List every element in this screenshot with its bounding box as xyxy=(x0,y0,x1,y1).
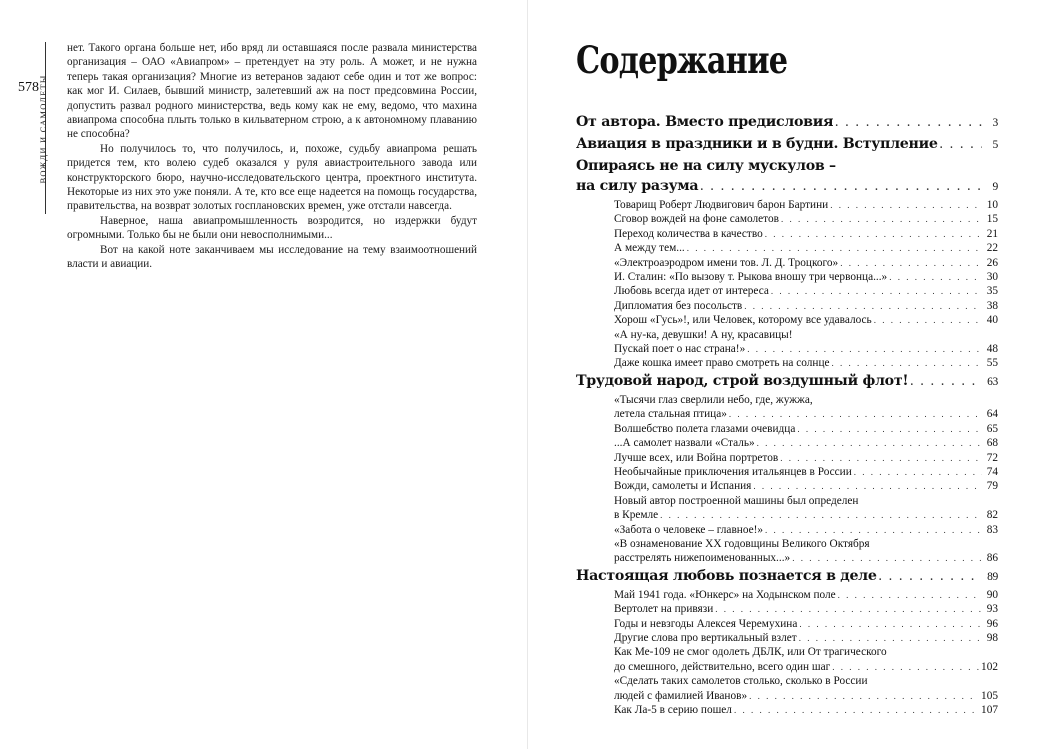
toc-entry xyxy=(576,198,998,212)
toc-entry-title-line: «Сделать таких самолетов столько, сколько в России xyxy=(614,675,868,688)
toc-entry-title-line: Как Ме-109 не смог одолеть ДБЛК, или От трагического xyxy=(614,646,887,659)
toc-page-number: 102 xyxy=(981,660,998,673)
paragraph: Наверное, наша авиапромышленность возродится, но издержки будут огромными. Только бы не были они невосполнимыми... xyxy=(67,214,477,242)
toc-entry xyxy=(576,241,998,255)
toc-entry xyxy=(576,256,998,270)
toc-label: Вожди, самолеты и Испания xyxy=(614,480,752,493)
dot-leader xyxy=(734,703,979,717)
toc-section-title-line: Опираясь не на силу мускулов – xyxy=(576,158,836,174)
paragraph: Вот на какой ноте заканчиваем мы исследование на тему взаимоотношений власти и авиации. xyxy=(67,243,477,271)
toc-entry-title-line: Новый автор построенной машины был определен xyxy=(614,494,859,507)
body-text xyxy=(67,41,477,272)
toc-entry xyxy=(576,356,998,370)
toc-entry xyxy=(576,588,998,602)
toc-entry xyxy=(576,451,998,465)
toc-label: людей с фамилией Иванов» xyxy=(614,689,748,702)
toc-label: Необычайные приключения итальянцев в России xyxy=(614,465,852,478)
toc-section xyxy=(576,134,998,156)
toc-label: Годы и невзгоды Алексея Черемухина xyxy=(614,617,798,630)
toc-page-number: 68 xyxy=(986,437,998,450)
dot-leader xyxy=(910,373,982,393)
dot-leader xyxy=(715,602,982,616)
dot-leader xyxy=(799,631,982,645)
toc-label: Дипломатия без посольств xyxy=(614,299,743,312)
dot-leader xyxy=(771,284,982,298)
toc-label: Другие слова про вертикальный взлет xyxy=(614,631,797,644)
toc-page-number: 89 xyxy=(987,570,998,583)
page-number: 578 xyxy=(18,80,39,95)
toc-page-number: 40 xyxy=(986,314,998,327)
toc-label: Волшебство полета глазами очевидца xyxy=(614,422,796,435)
toc-label: Даже кошка имеет право смотреть на солнце xyxy=(614,357,830,370)
toc-entry-title-line: «В ознаменование XX годовщины Великого Октября xyxy=(614,537,870,550)
toc-label: И. Сталин: «По вызову т. Рыкова вношу три червонца...» xyxy=(614,271,888,284)
toc-page-number: 105 xyxy=(981,689,998,702)
toc-page-number: 10 xyxy=(986,199,998,211)
dot-leader xyxy=(840,256,982,270)
toc-entry xyxy=(576,660,998,674)
toc-entry xyxy=(576,342,998,356)
dot-leader xyxy=(835,114,982,134)
toc-label: Переход количества в качество xyxy=(614,227,763,240)
toc-entry xyxy=(576,270,998,284)
dot-leader xyxy=(749,689,979,703)
toc-page-number: 96 xyxy=(986,617,998,630)
toc-page-number: 72 xyxy=(986,451,998,464)
toc-label: Вертолет на привязи xyxy=(614,603,714,616)
dot-leader xyxy=(830,198,982,212)
toc-label: на силу разума xyxy=(576,178,699,194)
toc-entry xyxy=(576,479,998,493)
dot-leader xyxy=(765,523,982,537)
toc-page-number: 21 xyxy=(986,227,998,240)
toc-page-number: 93 xyxy=(986,603,998,616)
dot-leader xyxy=(838,588,982,602)
toc-entry xyxy=(576,551,998,565)
toc-label: Настоящая любовь познается в деле xyxy=(576,567,877,584)
dot-leader xyxy=(854,465,982,479)
toc-label: ...А самолет назвали «Сталь» xyxy=(614,437,755,450)
toc-entry xyxy=(576,617,998,631)
toc-label: Трудовой народ, строй воздушный флот! xyxy=(576,372,909,389)
toc-entry xyxy=(576,422,998,436)
toc-page-number: 82 xyxy=(986,509,998,522)
toc-entry xyxy=(576,689,998,703)
toc-entry xyxy=(576,212,998,226)
paragraph: нет. Такого органа больше нет, ибо вряд ли оставшаяся после развала министерства организация – ОАО «Авиапром» – претендует на эту роль. А может, и не нужна теперь такая организация? Многие из ветеранов задают себе один и тот же вопрос: как мог И. Силаев, бывший министр, залетевший аж на пост предсовмина России, допустить развал родного министерства, ведь кому как не ему, ведомо, что махина авиапрома способна плыть только в кильватерном строю, а к автономному плаванию не способна? xyxy=(67,42,477,141)
dot-leader xyxy=(889,270,982,284)
paragraph: Но получилось то, что получилось, и, похоже, судьбу авиапрома решать придется тем, кто волею судеб оказался у руля авиастроительного завода или конструкторского бюро, научно-исследовательского центра, проектного института. Некоторые из них это уже поняли. А те, кто все еще надеется на помощь государства, правительства, на возврат золотых госплановских времен, уже отстали навсегда. xyxy=(67,142,477,213)
toc-section xyxy=(576,112,998,134)
toc-page-number: 35 xyxy=(986,285,998,298)
dot-leader xyxy=(753,479,982,493)
toc-page-number: 74 xyxy=(986,465,998,478)
running-head: ВОЖДИ И САМОЛЕТЫ xyxy=(38,74,48,184)
toc-page-number: 107 xyxy=(981,704,998,716)
toc-entry xyxy=(576,407,998,421)
left-page xyxy=(0,0,528,749)
toc-label: Любовь всегда идет от интереса xyxy=(614,285,769,298)
toc-page-number: 55 xyxy=(986,357,998,370)
toc-page-number: 5 xyxy=(992,139,998,151)
toc-title: Содержание xyxy=(576,38,788,82)
dot-leader xyxy=(747,342,982,356)
right-page xyxy=(528,0,1059,749)
dot-leader xyxy=(744,299,982,313)
toc-page-number: 98 xyxy=(986,631,998,644)
dot-leader xyxy=(832,356,982,370)
toc-label: Лучше всех, или Война портретов xyxy=(614,451,779,464)
toc-label: Пускай поет о нас страна!» xyxy=(614,343,746,356)
toc-label: Как Ла-5 в серию пошел xyxy=(614,704,732,716)
toc-page-number: 3 xyxy=(992,117,998,129)
toc-entry xyxy=(576,523,998,537)
toc-label: до смешного, действительно, всего один шаг xyxy=(614,660,831,673)
toc-entry xyxy=(576,313,998,327)
dot-leader xyxy=(765,227,982,241)
toc-entry xyxy=(576,631,998,645)
toc-label: расстрелять нижепоименованных...» xyxy=(614,552,791,565)
toc-page-number: 9 xyxy=(992,181,998,193)
toc-entry xyxy=(576,284,998,298)
toc-page-number: 15 xyxy=(986,213,998,226)
toc-entry xyxy=(576,508,998,522)
dot-leader xyxy=(940,136,982,156)
toc-label: От автора. Вместо предисловия xyxy=(576,114,834,130)
toc-entry-title-line: «Тысячи глаз сверлили небо, где, жужжа, xyxy=(614,393,813,406)
toc-page-number: 79 xyxy=(986,480,998,493)
toc-page-number: 63 xyxy=(987,375,998,388)
dot-leader xyxy=(757,436,982,450)
toc-label: Товарищ Роберт Людвигович барон Бартини xyxy=(614,199,829,211)
dot-leader xyxy=(687,241,982,255)
dot-leader xyxy=(797,422,982,436)
toc-page-number: 48 xyxy=(986,343,998,356)
toc-page-number: 22 xyxy=(986,242,998,255)
toc-label: летела стальная птица» xyxy=(614,408,727,421)
toc-entry xyxy=(576,299,998,313)
dot-leader xyxy=(660,508,982,522)
toc-entry xyxy=(576,602,998,616)
dot-leader xyxy=(874,313,982,327)
toc-label: «Забота о человеке – главное!» xyxy=(614,523,764,536)
dot-leader xyxy=(780,451,982,465)
toc-label: «Электроаэродром имени тов. Л. Д. Троцкого» xyxy=(614,256,839,269)
dot-leader xyxy=(729,407,982,421)
dot-leader xyxy=(781,212,982,226)
dot-leader xyxy=(700,178,982,198)
toc-label: Май 1941 года. «Юнкерс» на Ходынском поле xyxy=(614,588,836,601)
toc-label: Авиация в праздники и в будни. Вступление xyxy=(576,136,938,152)
toc-entry xyxy=(576,465,998,479)
toc-page-number: 65 xyxy=(986,422,998,435)
toc-page-number: 38 xyxy=(986,299,998,312)
table-of-contents xyxy=(576,112,998,717)
dot-leader xyxy=(799,617,982,631)
toc-entry xyxy=(576,703,998,717)
toc-page-number: 26 xyxy=(986,256,998,269)
toc-entry xyxy=(576,436,998,450)
toc-label: в Кремле xyxy=(614,509,659,522)
toc-page-number: 86 xyxy=(986,552,998,565)
toc-label: А между тем... xyxy=(614,242,685,255)
toc-page-number: 83 xyxy=(986,523,998,536)
dot-leader xyxy=(792,551,982,565)
toc-section xyxy=(576,566,998,588)
toc-section xyxy=(576,371,998,393)
toc-page-number: 90 xyxy=(986,588,998,601)
toc-page-number: 30 xyxy=(986,271,998,284)
dot-leader xyxy=(832,660,979,674)
dot-leader xyxy=(879,568,982,588)
toc-label: Хорош «Гусь»!, или Человек, которому все удавалось xyxy=(614,314,872,327)
toc-entry-title-line: «А ну-ка, девушки! А ну, красавицы! xyxy=(614,328,793,341)
toc-entry xyxy=(576,227,998,241)
toc-label: Сговор вождей на фоне самолетов xyxy=(614,213,779,226)
toc-page-number: 64 xyxy=(986,408,998,421)
toc-section xyxy=(576,176,998,198)
